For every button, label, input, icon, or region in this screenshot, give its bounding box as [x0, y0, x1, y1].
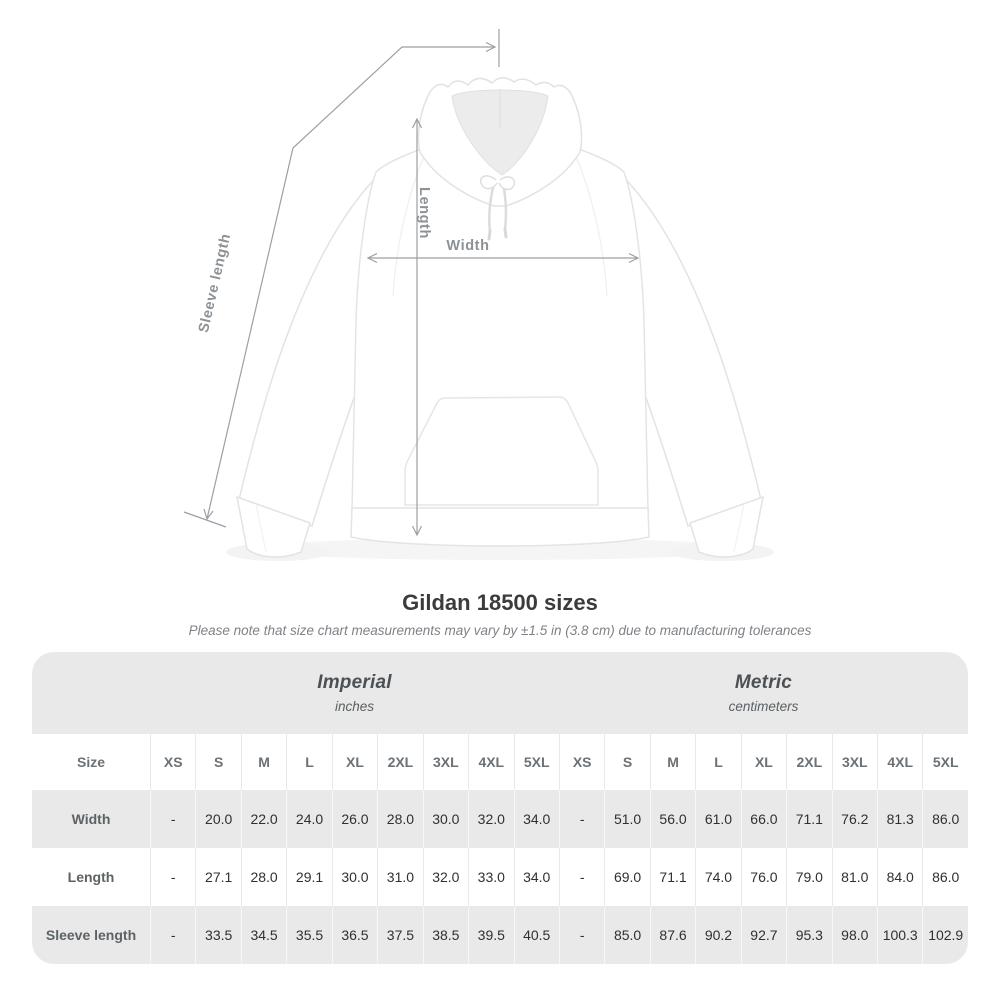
- drawstring-aglet-right: [505, 229, 506, 237]
- cell-length-imperial-s: 27.1: [195, 848, 240, 906]
- length-label: Length: [416, 187, 432, 239]
- size-header-metric-4xl: 4XL: [877, 734, 922, 790]
- cell-sleeve-length-metric-l: 90.2: [695, 906, 740, 964]
- cell-width-metric-m: 56.0: [650, 790, 695, 848]
- cell-length-metric-xs: -: [559, 848, 604, 906]
- cell-sleeve-length-imperial-l: 35.5: [286, 906, 331, 964]
- cell-width-metric-s: 51.0: [604, 790, 649, 848]
- cell-length-imperial-xl: 30.0: [332, 848, 377, 906]
- cell-sleeve-length-imperial-4xl: 39.5: [468, 906, 513, 964]
- size-header-metric-2xl: 2XL: [786, 734, 831, 790]
- cell-sleeve-length-imperial-xl: 36.5: [332, 906, 377, 964]
- size-header-imperial-4xl: 4XL: [468, 734, 513, 790]
- row-label-length: Length: [32, 848, 150, 906]
- cell-length-metric-2xl: 79.0: [786, 848, 831, 906]
- cell-width-imperial-xs: -: [150, 790, 195, 848]
- cell-sleeve-length-metric-5xl: 102.9: [922, 906, 968, 964]
- tolerance-note: Please note that size chart measurements may vary by ±1.5 in (3.8 cm) due to manufacturing tolerances: [188, 623, 812, 638]
- cell-width-metric-5xl: 86.0: [922, 790, 968, 848]
- cell-sleeve-length-metric-xl: 92.7: [741, 906, 786, 964]
- cell-sleeve-length-imperial-xs: -: [150, 906, 195, 964]
- cell-length-imperial-l: 29.1: [286, 848, 331, 906]
- size-header-imperial-l: L: [286, 734, 331, 790]
- cell-length-metric-m: 71.1: [650, 848, 695, 906]
- cell-width-metric-2xl: 71.1: [786, 790, 831, 848]
- cell-sleeve-length-metric-m: 87.6: [650, 906, 695, 964]
- cell-width-imperial-m: 22.0: [241, 790, 286, 848]
- size-header-metric-xl: XL: [741, 734, 786, 790]
- cell-width-metric-3xl: 76.2: [832, 790, 877, 848]
- cell-width-imperial-l: 24.0: [286, 790, 331, 848]
- size-header-metric-3xl: 3XL: [832, 734, 877, 790]
- cell-width-metric-xs: -: [559, 790, 604, 848]
- cell-length-metric-s: 69.0: [604, 848, 649, 906]
- cell-width-imperial-xl: 26.0: [332, 790, 377, 848]
- imperial-group-header: [150, 652, 559, 734]
- cell-width-imperial-3xl: 30.0: [423, 790, 468, 848]
- page-title: Gildan 18500 sizes: [402, 590, 598, 615]
- cell-length-metric-l: 74.0: [695, 848, 740, 906]
- size-table: [32, 652, 968, 964]
- cell-sleeve-length-metric-2xl: 95.3: [786, 906, 831, 964]
- group-corner-cell: [32, 652, 150, 734]
- cell-length-imperial-m: 28.0: [241, 848, 286, 906]
- cell-width-metric-4xl: 81.3: [877, 790, 922, 848]
- size-header-row: [32, 734, 968, 790]
- size-header-imperial-xs: XS: [150, 734, 195, 790]
- size-header-imperial-5xl: 5XL: [514, 734, 559, 790]
- size-header-imperial-xl: XL: [332, 734, 377, 790]
- sleeve-length-label: Sleeve length: [195, 231, 235, 335]
- cell-sleeve-length-imperial-3xl: 38.5: [423, 906, 468, 964]
- size-header-metric-s: S: [604, 734, 649, 790]
- cell-length-imperial-4xl: 33.0: [468, 848, 513, 906]
- cell-width-imperial-2xl: 28.0: [377, 790, 422, 848]
- cell-length-metric-xl: 76.0: [741, 848, 786, 906]
- size-column-header: Size: [32, 734, 150, 790]
- cell-sleeve-length-imperial-2xl: 37.5: [377, 906, 422, 964]
- size-header-metric-l: L: [695, 734, 740, 790]
- table-row-width: [32, 790, 968, 848]
- cell-length-imperial-xs: -: [150, 848, 195, 906]
- size-table-card: [32, 652, 968, 964]
- cell-width-metric-xl: 66.0: [741, 790, 786, 848]
- cell-length-imperial-5xl: 34.0: [514, 848, 559, 906]
- size-header-imperial-3xl: 3XL: [423, 734, 468, 790]
- imperial-label: Imperial: [317, 672, 392, 693]
- metric-label: Metric: [734, 672, 793, 693]
- imperial-unit: inches: [334, 699, 374, 714]
- cell-sleeve-length-imperial-s: 33.5: [195, 906, 240, 964]
- table-row-sleeve-length: [32, 906, 968, 964]
- cell-sleeve-length-imperial-m: 34.5: [241, 906, 286, 964]
- cell-sleeve-length-metric-xs: -: [559, 906, 604, 964]
- row-label-sleeve-length: Sleeve length: [32, 906, 150, 964]
- row-label-width: Width: [32, 790, 150, 848]
- table-row-length: [32, 848, 968, 906]
- cell-width-imperial-5xl: 34.0: [514, 790, 559, 848]
- cell-length-metric-5xl: 86.0: [922, 848, 968, 906]
- cell-width-metric-l: 61.0: [695, 790, 740, 848]
- cell-length-metric-3xl: 81.0: [832, 848, 877, 906]
- size-header-metric-xs: XS: [559, 734, 604, 790]
- cell-sleeve-length-metric-4xl: 100.3: [877, 906, 922, 964]
- cell-width-imperial-4xl: 32.0: [468, 790, 513, 848]
- size-header-metric-5xl: 5XL: [922, 734, 968, 790]
- cell-length-metric-4xl: 84.0: [877, 848, 922, 906]
- cell-sleeve-length-imperial-5xl: 40.5: [514, 906, 559, 964]
- size-header-imperial-m: M: [241, 734, 286, 790]
- cell-length-imperial-2xl: 31.0: [377, 848, 422, 906]
- cell-length-imperial-3xl: 32.0: [423, 848, 468, 906]
- size-table-body: [32, 790, 968, 964]
- width-label: Width: [446, 238, 490, 254]
- size-header-metric-m: M: [650, 734, 695, 790]
- size-header-imperial-2xl: 2XL: [377, 734, 422, 790]
- group-header-row: [32, 652, 968, 734]
- cell-sleeve-length-metric-3xl: 98.0: [832, 906, 877, 964]
- metric-unit: centimeters: [728, 699, 799, 714]
- cell-sleeve-length-metric-s: 85.0: [604, 906, 649, 964]
- metric-group-header: [559, 652, 968, 734]
- cell-width-imperial-s: 20.0: [195, 790, 240, 848]
- kangaroo-pocket: [405, 397, 598, 505]
- size-header-imperial-s: S: [195, 734, 240, 790]
- hem-band: [351, 508, 649, 546]
